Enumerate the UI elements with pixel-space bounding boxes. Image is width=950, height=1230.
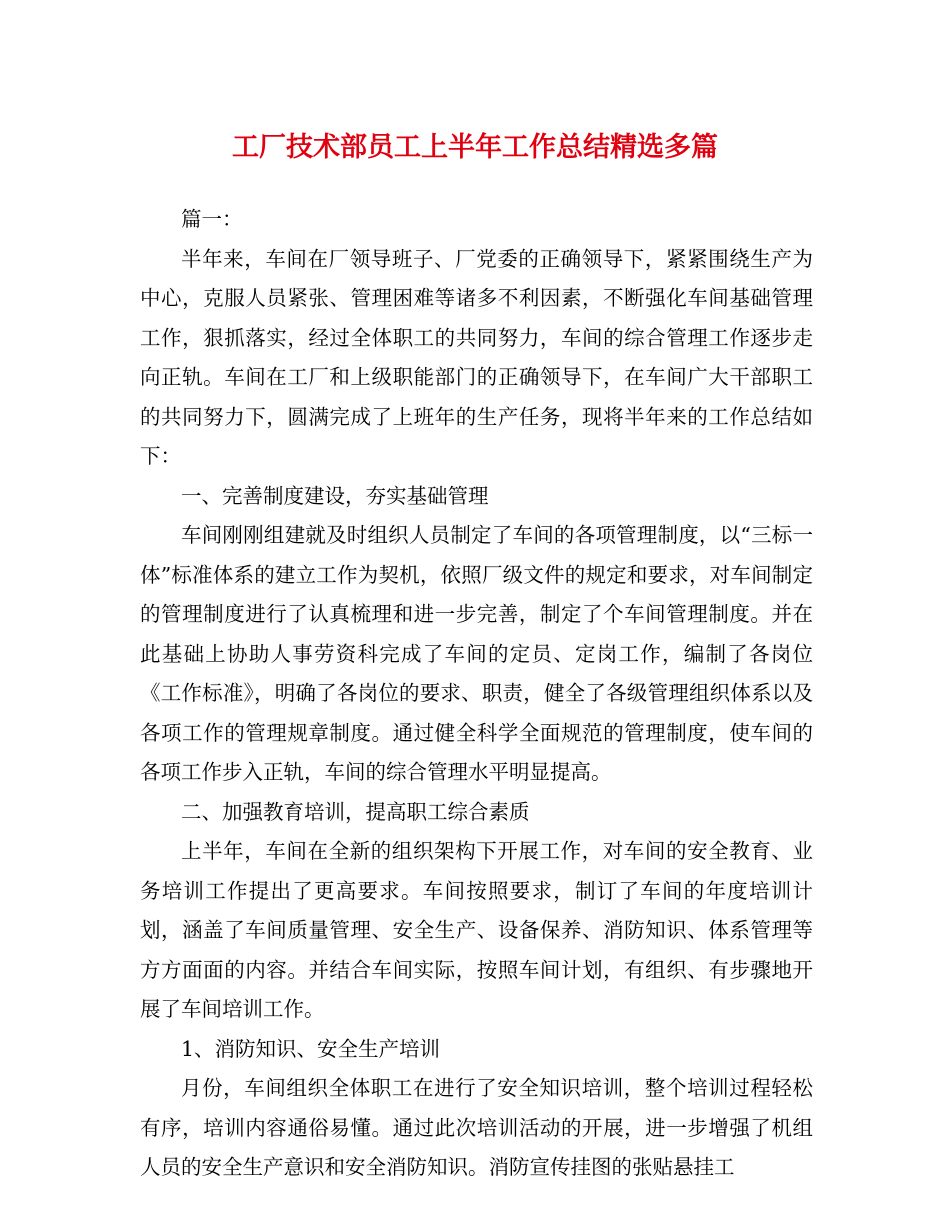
document-body bbox=[140, 200, 813, 1188]
subsection-heading: 1、消防知识、安全生产培训 bbox=[181, 1036, 441, 1061]
paragraph: 月份，车间组织全体职工在进行了安全知识培训，整个培训过程轻松有序，培训内容通俗易懂。通过此次培训活动的开展，进一步增强了机组人员的安全生产意识和安全消防知识。消防宣传挂图的张贴悬挂工 bbox=[140, 1076, 813, 1179]
section-heading: 二、加强教育培训，提高职工综合素质 bbox=[181, 799, 530, 824]
paragraph: 车间刚刚组建就及时组织人员制定了车间的各项管理制度，以“三标一体”标准体系的建立工作为契机，依照厂级文件的规定和要求，对车间制定的管理制度进行了认真梳理和进一步完善，制定了个车间管理制度。并在此基础上协助人事劳资科完成了车间的定员、定岗工作，编制了各岗位《工作标准》，明确了各岗位的要求、职责，健全了各级管理组织体系以及各项工作的管理规章制度。通过健全科学全面规范的管理制度，使车间的各项工作步入正轨，车间的综合管理水平明显提高。 bbox=[140, 523, 813, 784]
paragraph: 上半年，车间在全新的组织架构下开展工作，对车间的安全教育、业务培训工作提出了更高要求。车间按照要求，制订了车间的年度培训计划，涵盖了车间质量管理、安全生产、设备保养、消防知识、体系管理等方方面面的内容。并结合车间实际，按照车间计划，有组织、有步骤地开展了车间培训工作。 bbox=[140, 839, 813, 1021]
section-heading: 一、完善制度建设，夯实基础管理 bbox=[181, 483, 489, 508]
paragraph: 篇一： bbox=[181, 207, 243, 231]
document-title: 工厂技术部员工上半年工作总结精选多篇 bbox=[232, 132, 718, 163]
paragraph: 半年来，车间在厂领导班子、厂党委的正确领导下，紧紧围绕生产为中心，克服人员紧张、管理困难等诸多不利因素，不断强化车间基础管理工作，狠抓落实，经过全体职工的共同努力，车间的综合管理工作逐步走向正轨。车间在工厂和上级职能部门的正确领导下，在车间广大干部职工的共同努力下，圆满完成了上班年的生产任务，现将半年来的工作总结如下： bbox=[140, 246, 813, 468]
